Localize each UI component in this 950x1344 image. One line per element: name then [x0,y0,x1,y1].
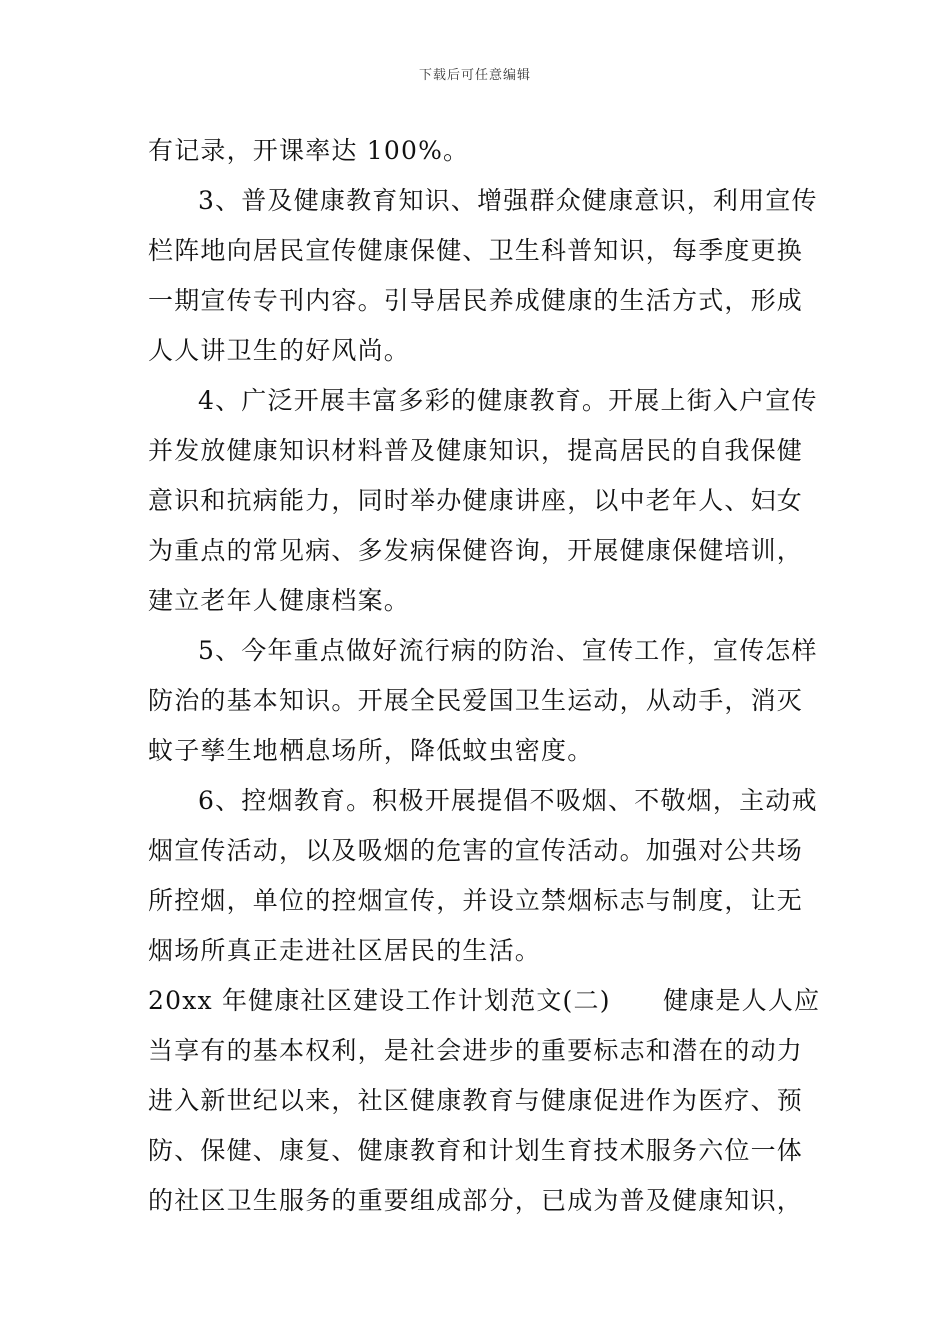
text-line: 6、控烟教育。积极开展提倡不吸烟、不敬烟，主动戒 [198,786,818,815]
text-line: 并发放健康知识材料普及健康知识，提高居民的自我保健 [148,436,804,465]
text-line: 5、今年重点做好流行病的防治、宣传工作，宣传怎样 [198,636,818,665]
text-line: 的社区卫生服务的重要组成部分，已成为普及健康知识， [148,1186,804,1215]
text-line: 3、普及健康教育知识、增强群众健康意识，利用宣传 [198,186,818,215]
text-line: 烟宣传活动，以及吸烟的危害的宣传活动。加强对公共场 [148,836,804,865]
text-line: 防治的基本知识。开展全民爱国卫生运动，从动手，消灭 [148,686,804,715]
text-line: 为重点的常见病、多发病保健咨询，开展健康保健培训， [148,536,804,565]
text-line: 所控烟，单位的控烟宣传，并设立禁烟标志与制度，让无 [148,886,804,915]
text-line: 当享有的基本权利，是社会进步的重要标志和潜在的动力 [148,1036,804,1065]
text-line: 一期宣传专刊内容。引导居民养成健康的生活方式，形成 [148,286,804,315]
text-line: 20xx 年健康社区建设工作计划范文(二) 健康是人人应 [148,986,821,1015]
text-line: 4、广泛开展丰富多彩的健康教育。开展上街入户宣传 [198,386,818,415]
text-line: 人人讲卫生的好风尚。 [148,336,411,365]
text-line: 有记录，开课率达 100%。 [148,136,470,165]
text-line: 蚊子孳生地栖息场所，降低蚊虫密度。 [148,736,594,765]
text-line: 防、保健、康复、健康教育和计划生育技术服务六位一体 [148,1136,804,1165]
text-line: 烟场所真正走进社区居民的生活。 [148,936,542,965]
text-line: 栏阵地向居民宣传健康保健、卫生科普知识，每季度更换 [148,236,804,265]
text-line: 建立老年人健康档案。 [148,586,411,615]
page-header: 下载后可任意编辑 [418,68,531,83]
text-line: 进入新世纪以来，社区健康教育与健康促进作为医疗、预 [148,1086,804,1115]
text-line: 意识和抗病能力，同时举办健康讲座，以中老年人、妇女 [148,486,804,515]
